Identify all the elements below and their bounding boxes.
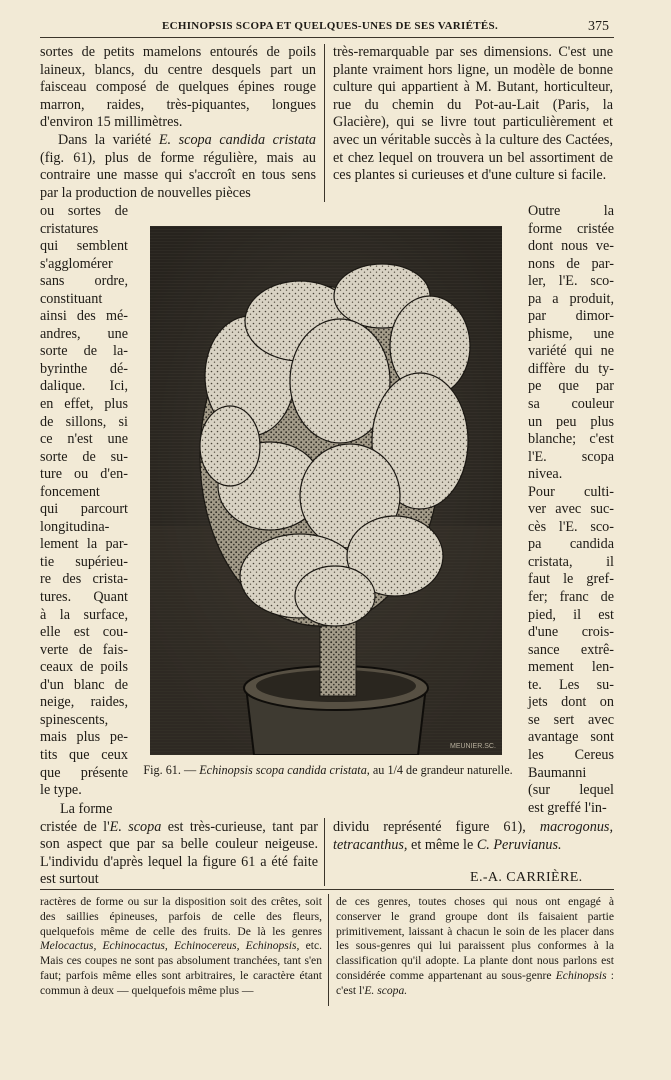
text-line: forme cristée (528, 220, 614, 237)
text-line: constituant (40, 290, 103, 307)
footnote-left-column: ractères de forme ou sur la disposition soit des crêtes, soit des saillies épineuses, parfois de celle des fleurs, quelquefois même de celle des fruits. De là les genres Melocactus, Echinocactus, Echinocereus, Echinopsis, etc. Mais ces coupes ne sont pas absolument tranchées, tant s'en faut; parfois même elles sont arbitraires, le caractère étant commun à deux — quelquefois même plus — (40, 895, 322, 997)
text-line: faut le gref- (528, 571, 614, 588)
text-line: un peu plus (528, 413, 614, 430)
text-line: Outre la (528, 203, 614, 219)
text-line: les Cereus (528, 746, 614, 763)
text-line: ceaux de poils (40, 659, 128, 676)
text-line: sans ordre, (40, 273, 128, 290)
text-line: de sillons, si (40, 413, 128, 430)
text-line: tits que ceux (40, 746, 128, 763)
text-line: sorte de la- (40, 343, 128, 360)
text-line: avantage sont (528, 729, 614, 746)
text-line: mais plus pe- (40, 729, 128, 746)
text-line: l'E. scopa (528, 448, 614, 465)
text-line: ver avec suc- (528, 501, 614, 518)
text-line: spinescents, (40, 711, 109, 728)
text-line: cès l'E. sco- (528, 518, 614, 535)
text-line: sa couleur (528, 396, 614, 413)
text-line: par dimor- (528, 308, 614, 325)
paragraph: très-remarquable par ses dimensions. C'est une plante vraiment hors ligne, un modèle de bonne culture qui appartient à M. Butant, horticulteur, rue du chemin du Pot-au-Lait (Paris, la Glacière), qui se livre tout particulièrement et avec un véritable succès à la culture des Cactées, et chez lequel on trouvera un bel assortiment de ces plantes si curieuses et d'une culture si facile. (333, 44, 613, 184)
right-wrap-column (528, 203, 614, 817)
top-left-column (40, 44, 316, 202)
text-line: te. Les su- (528, 676, 614, 693)
text-line: phisme, une (528, 325, 614, 342)
paragraph: dividu représenté figure 61), macrogonus, tetracanthus, et même le C. Peruvianus. (333, 819, 613, 853)
text-line: dont nous ve- (528, 238, 614, 255)
author-signature: E.-A. CARRIÈRE. (470, 870, 583, 885)
text-line: verte de fais- (40, 641, 128, 658)
footnote-rule (40, 889, 614, 890)
header-rule (40, 37, 614, 38)
text-line: se sert avec (528, 711, 614, 728)
text-line: pied, il est (528, 606, 614, 623)
text-line: nivea. (528, 466, 563, 483)
text-line: neige, raides, (40, 694, 128, 711)
text-line: qui parcourt (40, 501, 128, 518)
text-line: mement len- (528, 659, 614, 676)
text-line: sorte de su- (40, 448, 128, 465)
text-line: tie supérieu- (40, 553, 128, 570)
text-line: Pour culti- (528, 483, 614, 500)
paragraph: cristée de l'E. scopa est très-curieuse, tant par son aspect que par sa belle couleur neigeuse. L'individu d'après lequel la figure 61 a été faite est surtout (40, 818, 318, 888)
column-divider (324, 818, 325, 886)
text-line: ou sortes de (40, 203, 128, 219)
page-number: 375 (588, 19, 609, 34)
text-line: variété qui ne (528, 343, 614, 360)
text-line: d'un blanc de (40, 676, 128, 693)
text-line: diffère du ty- (528, 360, 614, 377)
text-line: (sur lequel (528, 782, 614, 799)
text-line: dalique. Ici, (40, 378, 128, 395)
text-line: cristatures (40, 220, 99, 237)
footnote-right-column: de ces genres, toutes choses qui nous ont engagé à conserver le grand groupe dont ils faisaient partie primitivement, laissant à chacun le soin de les placer dans les sous-genres qui lui paraissent plus conformes à la classification qu'il adopte. La plante dont nous parlons est considérée comme appartenant au sous-genre Echinopsis : c'est l'E. scopa. (336, 895, 614, 997)
text-line: nons de par- (528, 255, 614, 272)
paragraph: La forme (60, 801, 113, 817)
paragraph: sortes de petits mamelons entourés de poils laineux, blancs, du centre desquels part un faisceau composé de quelques épines rouge marron, raides, très-piquantes, longues d'environ 15 millimètres. (40, 44, 316, 131)
text-line: d'une crois- (528, 624, 614, 641)
column-divider (324, 44, 325, 202)
text-line: qui semblent (40, 238, 128, 255)
text-line: re des crista- (40, 571, 128, 588)
text-line: fer; franc de (528, 589, 614, 606)
left-wrap-column (40, 203, 128, 800)
text-line: tures. Quant (40, 589, 128, 606)
paragraph: Dans la variété E. scopa candida cristata (fig. 61), plus de forme régulière, mais au contraire une masse qui s'accroît en tous sens par la production de nouvelles pièces (40, 131, 316, 201)
text-line: lement la par- (40, 536, 128, 553)
top-right-column (333, 44, 613, 185)
bottom-right-column (333, 819, 613, 854)
text-line: à la surface, (40, 606, 128, 623)
text-line: pa candida (528, 536, 614, 553)
text-line: s'agglomérer (40, 255, 113, 272)
text-line: Baumanni (528, 764, 587, 781)
text-line: est greffé l'in- (528, 799, 607, 816)
running-header: ECHINOPSIS SCOPA ET QUELQUES-UNES DE SES VARIÉTÉS. (161, 20, 499, 32)
text-line: andres, une (40, 325, 128, 342)
text-line: ture ou d'en- (40, 466, 128, 483)
text-line: longitudina- (40, 518, 110, 535)
cactus-engraving (150, 226, 502, 755)
text-line: ainsi des mé- (40, 308, 128, 325)
text-line: ler, l'E. sco- (528, 273, 614, 290)
bottom-left-column (40, 801, 318, 889)
text-line: elle est cou- (40, 624, 128, 641)
text-line: sance extrê- (528, 641, 614, 658)
column-divider (328, 894, 329, 1006)
text-line: foncement (40, 483, 100, 500)
engraver-signature: MEUNIER.SC. (450, 743, 496, 750)
text-line: cristata, il (528, 553, 614, 570)
text-line: jets dont on (528, 694, 614, 711)
text-line: pa a produit, (528, 290, 614, 307)
text-line: pe que par (528, 378, 614, 395)
text-line: que présente (40, 764, 128, 781)
text-line: byrinthe dé- (40, 360, 128, 377)
figure-caption: Fig. 61. — Echinopsis scopa candida cristata, au 1/4 de grandeur naturelle. (143, 763, 513, 777)
text-line: en effet, plus (40, 396, 128, 413)
text-line: blanche; c'est (528, 431, 614, 448)
text-line: ce n'est une (40, 431, 128, 448)
text-line: le type. (40, 782, 82, 799)
